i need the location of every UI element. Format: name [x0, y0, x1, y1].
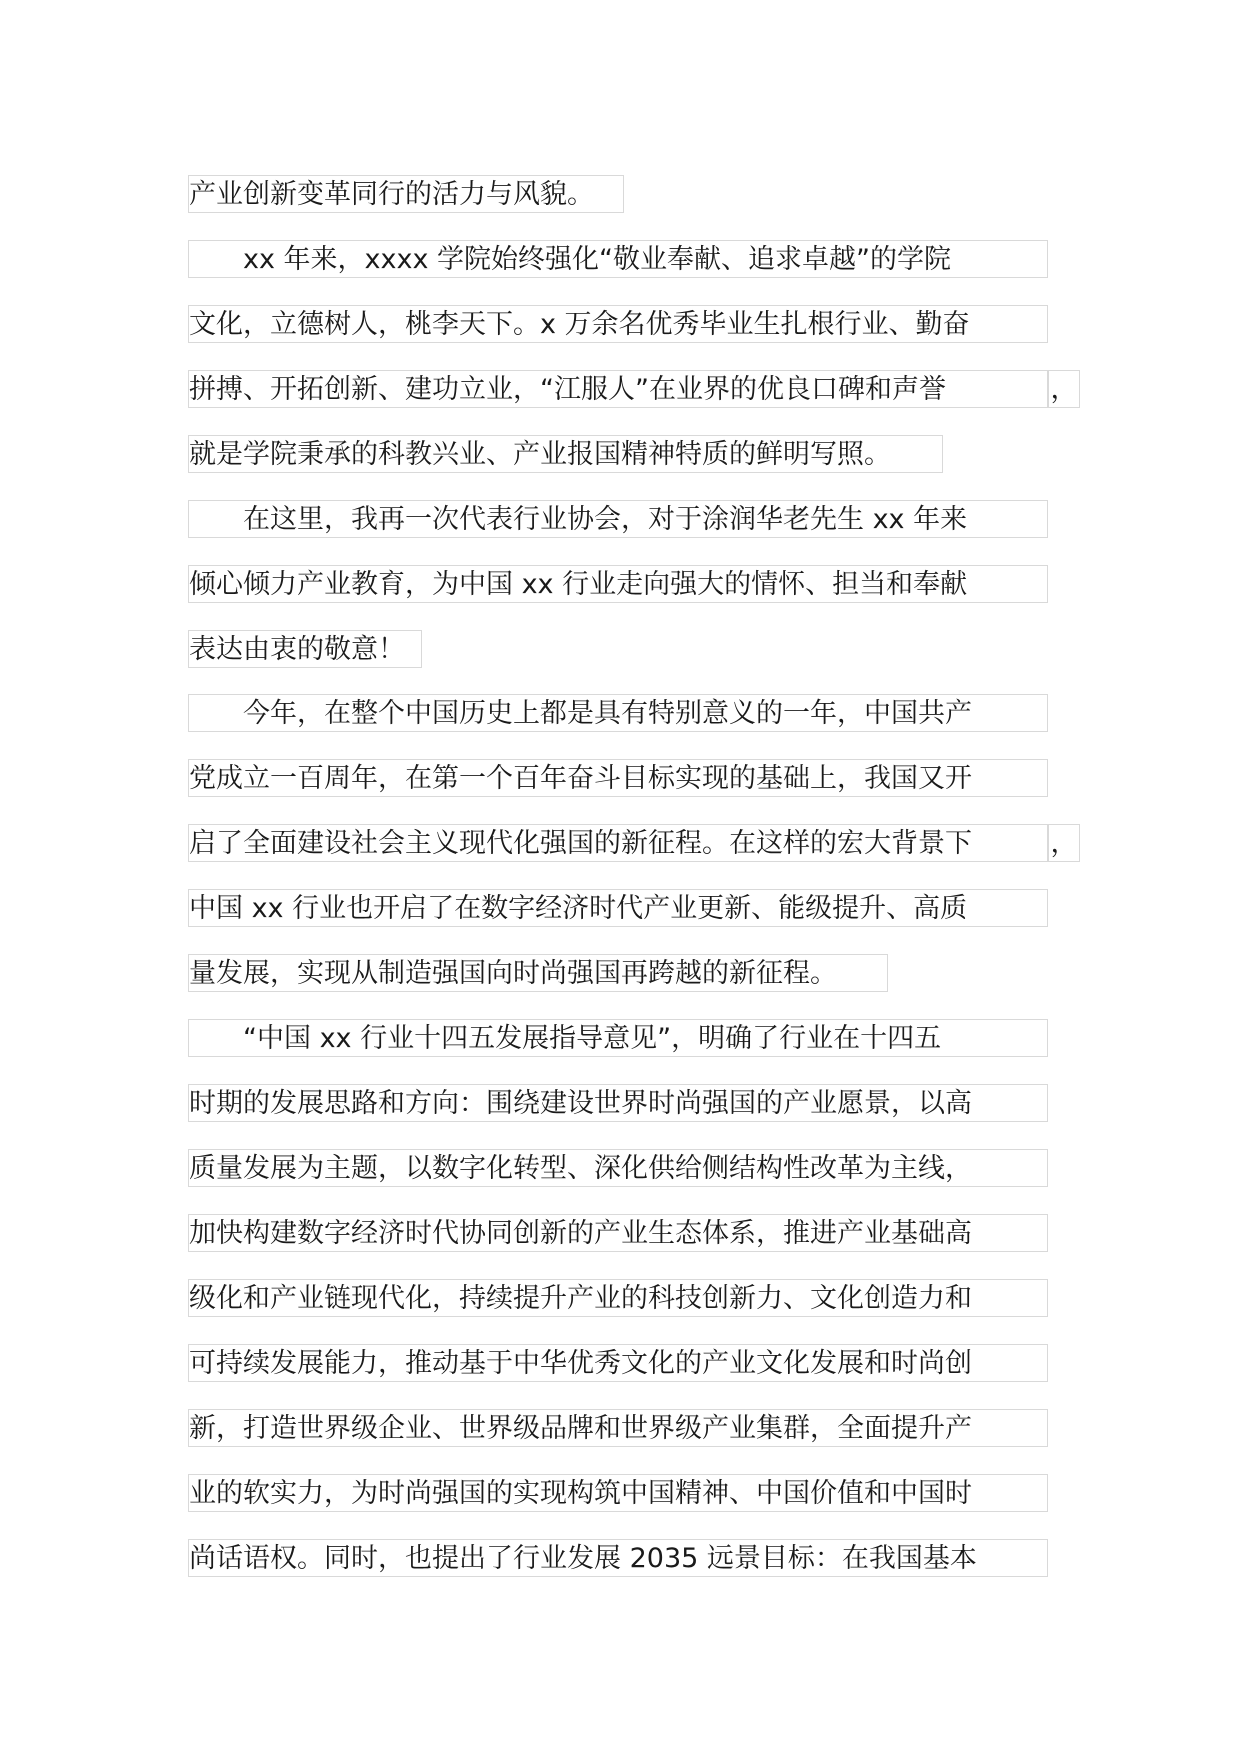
text-line: 就是学院秉承的科教兴业、产业报国精神特质的鲜明写照。: [188, 435, 943, 473]
text-line: 质量发展为主题，以数字化转型、深化供给侧结构性改革为主线，: [188, 1149, 1048, 1187]
text-line: 今年，在整个中国历史上都是具有特别意义的一年，中国共产: [188, 694, 1048, 732]
text-line: xx 年来，xxxx 学院始终强化“敬业奉献、追求卓越”的学院: [188, 240, 1048, 278]
text-line: 拼搏、开拓创新、建功立业，“江服人”在业界的优良口碑和声誉: [188, 370, 1048, 408]
text-line: 尚话语权。同时，也提出了行业发展 2035 远景目标：在我国基本: [188, 1539, 1048, 1577]
text-line: 在这里，我再一次代表行业协会，对于涂润华老先生 xx 年来: [188, 500, 1048, 538]
text-line: 文化，立德树人，桃李天下。x 万余名优秀毕业生扎根行业、勤奋: [188, 305, 1048, 343]
text-line: 中国 xx 行业也开启了在数字经济时代产业更新、能级提升、高质: [188, 889, 1048, 927]
text-line: 启了全面建设社会主义现代化强国的新征程。在这样的宏大背景下: [188, 824, 1048, 862]
text-line: 量发展，实现从制造强国向时尚强国再跨越的新征程。: [188, 954, 888, 992]
text-line: 党成立一百周年，在第一个百年奋斗目标实现的基础上，我国又开: [188, 759, 1048, 797]
text-line: 表达由衷的敬意！: [188, 630, 422, 668]
text-line: 时期的发展思路和方向：围绕建设世界时尚强国的产业愿景，以高: [188, 1084, 1048, 1122]
text-line: 加快构建数字经济时代协同创新的产业生态体系，推进产业基础高: [188, 1214, 1048, 1252]
text-line: “中国 xx 行业十四五发展指导意见”，明确了行业在十四五: [188, 1019, 1048, 1057]
text-line: 可持续发展能力，推动基于中华优秀文化的产业文化发展和时尚创: [188, 1344, 1048, 1382]
text-line: 新，打造世界级企业、世界级品牌和世界级产业集群，全面提升产: [188, 1409, 1048, 1447]
text-line: 级化和产业链现代化，持续提升产业的科技创新力、文化创造力和: [188, 1279, 1048, 1317]
text-line: 产业创新变革同行的活力与风貌。: [188, 175, 624, 213]
text-line: 倾心倾力产业教育，为中国 xx 行业走向强大的情怀、担当和奉献: [188, 565, 1048, 603]
line-tail-comma: ，: [1048, 370, 1080, 408]
line-tail-comma: ，: [1048, 824, 1080, 862]
text-line: 业的软实力，为时尚强国的实现构筑中国精神、中国价值和中国时: [188, 1474, 1048, 1512]
